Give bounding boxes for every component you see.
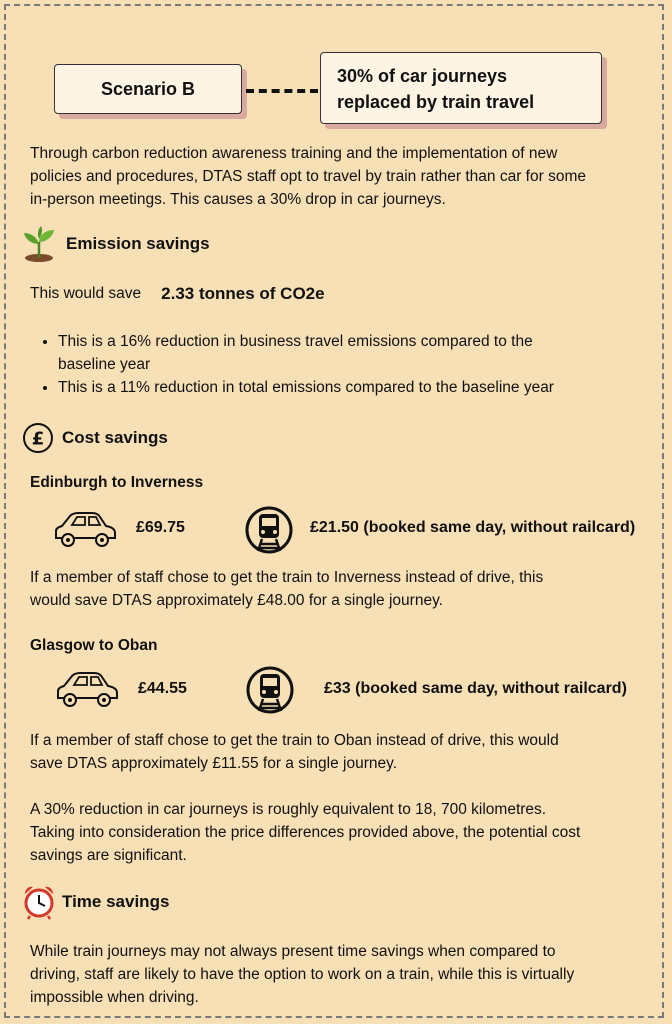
intro-line: policies and procedures, DTAS staff opt to travel by train rather than car for some [30,168,586,185]
scenario-headline-line1: 30% of car journeys [337,66,508,86]
cost-savings-title: Cost savings [62,428,168,447]
emission-savings-title: Emission savings [66,234,210,253]
note-line: If a member of staff chose to get the train to Oban instead of drive, this would [30,732,559,749]
intro-line: in-person meetings. This causes a 30% drop in car journeys. [30,191,446,208]
intro-line: Through carbon reduction awareness training and the implementation of new [30,145,558,162]
scenario-label-box [54,64,242,114]
scenario-label: Scenario B [100,78,196,99]
route-glasgow-oban: Glasgow to Oban [30,637,158,654]
time-line: While train journeys may not always present time savings when compared to [30,943,556,960]
svg-text:£: £ [31,428,45,450]
route1-car-price: £69.75 [136,519,185,536]
time-savings-title: Time savings [62,892,170,911]
intro-paragraph [30,142,648,211]
time-line: impossible when driving. [30,989,199,1006]
route2-note [30,729,648,775]
note-line: If a member of staff chose to get the train to Inverness instead of drive, this [30,569,544,586]
route2-car-price: £44.55 [138,680,187,697]
route1-train-price: £21.50 (booked same day, without railcard) [310,519,636,536]
note-line: save DTAS approximately £11.55 for a single journey. [30,755,398,772]
co2-savings-row [30,284,325,304]
bullet-line: • This is a 16% reduction in business travel emissions compared to the [58,333,533,350]
emission-savings-heading [20,224,210,264]
list-item [58,330,658,376]
pound-coin-icon [22,422,54,454]
summary-line: Taking into consideration the price differences provided above, the potential cost [30,824,581,841]
train-icon [245,665,295,715]
car-icon [54,670,120,710]
bullet-line: baseline year [58,356,151,373]
emission-bullets [30,330,658,399]
train-icon [244,505,294,555]
scenario-headline-line2: replaced by train travel [337,92,535,112]
cost-summary [30,798,648,867]
car-icon [52,510,118,550]
co2-savings-value: 2.33 tonnes of CO2e [161,284,325,303]
summary-line: A 30% reduction in car journeys is roughly equivalent to 18, 700 kilometres. [30,801,547,818]
cost-savings-heading [22,422,168,454]
alarm-clock-icon [22,884,56,920]
time-line: driving, staff are likely to have the option to work on a train, while this is virtually [30,966,575,983]
scenario-headline-box [320,52,602,124]
time-savings-heading [22,884,169,920]
co2-savings-prefix: This would save [30,285,142,302]
time-paragraph [30,940,648,1009]
list-item: • This is a 11% reduction in total emissions compared to the baseline year [58,376,658,399]
route2-train-price: £33 (booked same day, without railcard) [324,680,627,697]
summary-line: savings are significant. [30,847,187,864]
connector-line [246,89,318,93]
route1-note [30,566,648,612]
plant-icon [20,224,58,264]
route-edinburgh-inverness: Edinburgh to Inverness [30,474,204,491]
note-line: would save DTAS approximately £48.00 for a single journey. [30,592,443,609]
